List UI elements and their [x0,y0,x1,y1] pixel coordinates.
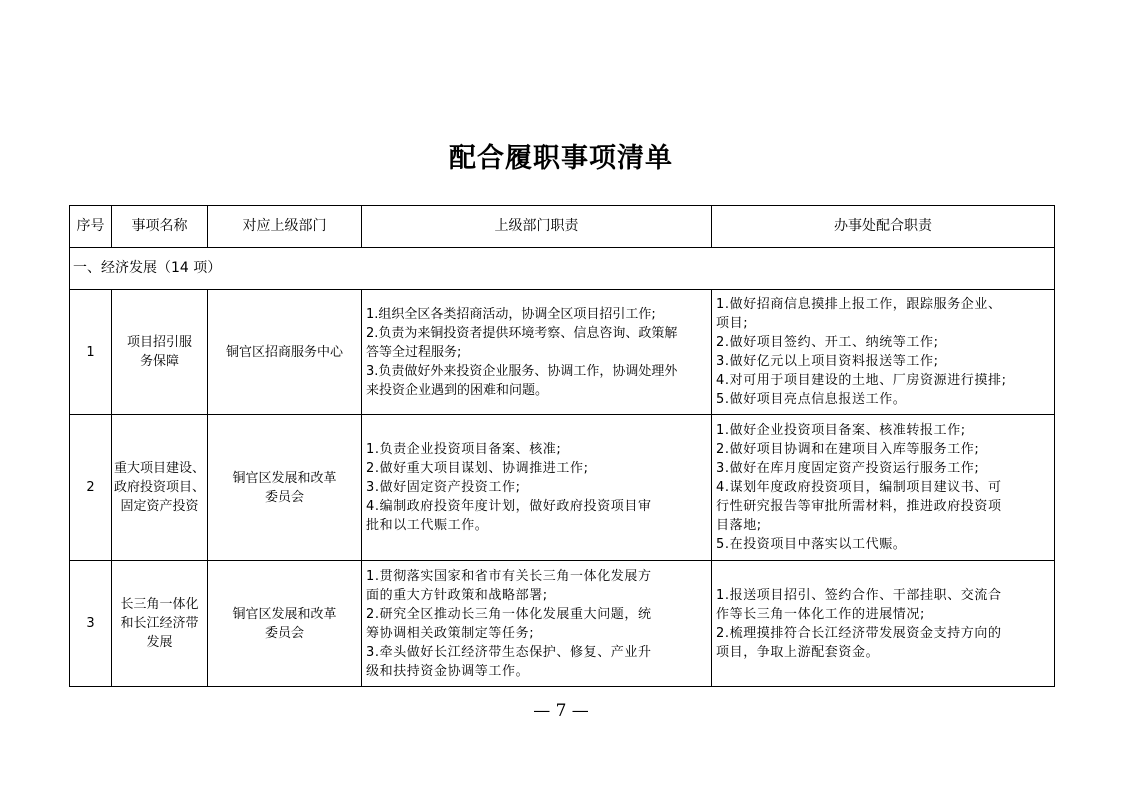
duty-line: 2.做好重大项目谋划、协调推进工作; [366,461,589,476]
duty-line: 面的重大方针政策和战略部署; [366,587,548,603]
duty-line: 目落地; [716,518,762,533]
duty-line: 作等长三角一体化工作的进展情况; [716,606,925,622]
table-row [70,290,1055,415]
duty-line: 2.做好项目签约、开工、纳统等工作; [716,335,939,350]
duty-line: 3.做好亿元以上项目资料报送等工作; [716,354,939,369]
duty-line: 1.组织全区各类招商活动，协调全区项目招引工作; [366,306,656,322]
office-duty [712,290,1055,415]
duty-line: 2.研究全区推动长三角一体化发展重大问题，统 [366,606,652,622]
duty-line: 5.在投资项目中落实以工代赈。 [716,537,907,552]
duty-line: 答等全过程服务; [366,344,462,360]
upper-dept [208,561,362,687]
office-duty [712,415,1055,561]
duty-line: 批和以工代赈工作。 [366,518,489,533]
item-name [112,290,208,415]
page-number: — 7 — [533,701,589,721]
duty-line: 2.做好项目协调和在建项目入库等服务工作; [716,442,980,457]
item-name-line: 政府投资项目、 [114,480,206,495]
table-header-row [70,206,1055,248]
header-item-name: 事项名称 [112,206,208,248]
dept-line: 铜官区发展和改革 [232,606,337,622]
section-row [70,248,1055,290]
duty-line: 2.梳理摸排符合长江经济带发展资金支持方向的 [716,625,1002,641]
item-name-line: 务保障 [139,354,179,369]
item-name-line: 发展 [146,635,173,650]
item-name-line: 项目招引服 [126,335,192,350]
item-name-line: 长三角一体化 [120,597,199,612]
dept-line: 委员会 [264,625,304,641]
duty-line: 3.牵头做好长江经济带生态保护、修复、产业升 [366,644,652,660]
row-number: 3 [70,561,112,687]
duty-line: 1.贯彻落实国家和省市有关长三角一体化发展方 [366,568,652,584]
item-name-line: 固定资产投资 [120,499,199,514]
section-title: 一、经济发展（14 项） [70,248,1055,290]
duty-line: 4.对可用于项目建设的土地、厂房资源进行摸排; [716,373,1007,388]
duty-line: 1.报送项目招引、签约合作、干部挂职、交流合 [716,587,1002,603]
duty-line: 项目; [716,316,749,331]
duty-line: 1.做好招商信息摸排上报工作，跟踪服务企业、 [716,297,1002,312]
duty-line: 1.负责企业投资项目备案、核准; [366,442,562,457]
header-upper-duty: 上级部门职责 [362,206,712,248]
upper-duty [362,561,712,687]
header-office-duty: 办事处配合职责 [712,206,1055,248]
dept-line: 铜官区招商服务中心 [225,344,343,360]
table-row [70,415,1055,561]
duty-line: 行性研究报告等审批所需材料，推进政府投资项 [716,499,1002,514]
row-number: 2 [70,415,112,561]
duty-line: 5.做好项目亮点信息报送工作。 [716,392,907,407]
duty-line: 级和扶持资金协调等工作。 [366,663,530,679]
item-name-line: 和长江经济带 [120,616,199,631]
item-name [112,415,208,561]
duty-line: 1.做好企业投资项目备案、核准转报工作; [716,423,966,438]
upper-dept [208,290,362,415]
table-row [70,561,1055,687]
header-upper-dept: 对应上级部门 [208,206,362,248]
duty-line: 来投资企业遇到的困难和问题。 [366,382,549,398]
upper-duty [362,290,712,415]
duty-line: 2.负责为来铜投资者提供环境考察、信息咨询、政策解 [366,325,678,341]
duty-line: 4.谋划年度政府投资项目，编制项目建议书、可 [716,480,1002,495]
duty-line: 3.负责做好外来投资企业服务、协调工作，协调处理外 [366,363,678,379]
row-number: 1 [70,290,112,415]
dept-line: 委员会 [264,489,304,505]
duty-line: 项目，争取上游配套资金。 [716,644,880,660]
duty-line: 3.做好固定资产投资工作; [366,480,521,495]
item-name-line: 重大项目建设、 [114,461,206,476]
duty-line: 4.编制政府投资年度计划，做好政府投资项目审 [366,499,652,514]
office-duty [712,561,1055,687]
upper-dept [208,415,362,561]
dept-line: 铜官区发展和改革 [232,470,337,486]
header-seq: 序号 [70,206,112,248]
duty-line: 筹协调相关政策制定等任务; [366,625,535,641]
page-title: 配合履职事项清单 [449,143,673,174]
upper-duty [362,415,712,561]
duty-table [69,205,1055,687]
item-name [112,561,208,687]
duty-line: 3.做好在库月度固定资产投资运行服务工作; [716,461,980,476]
